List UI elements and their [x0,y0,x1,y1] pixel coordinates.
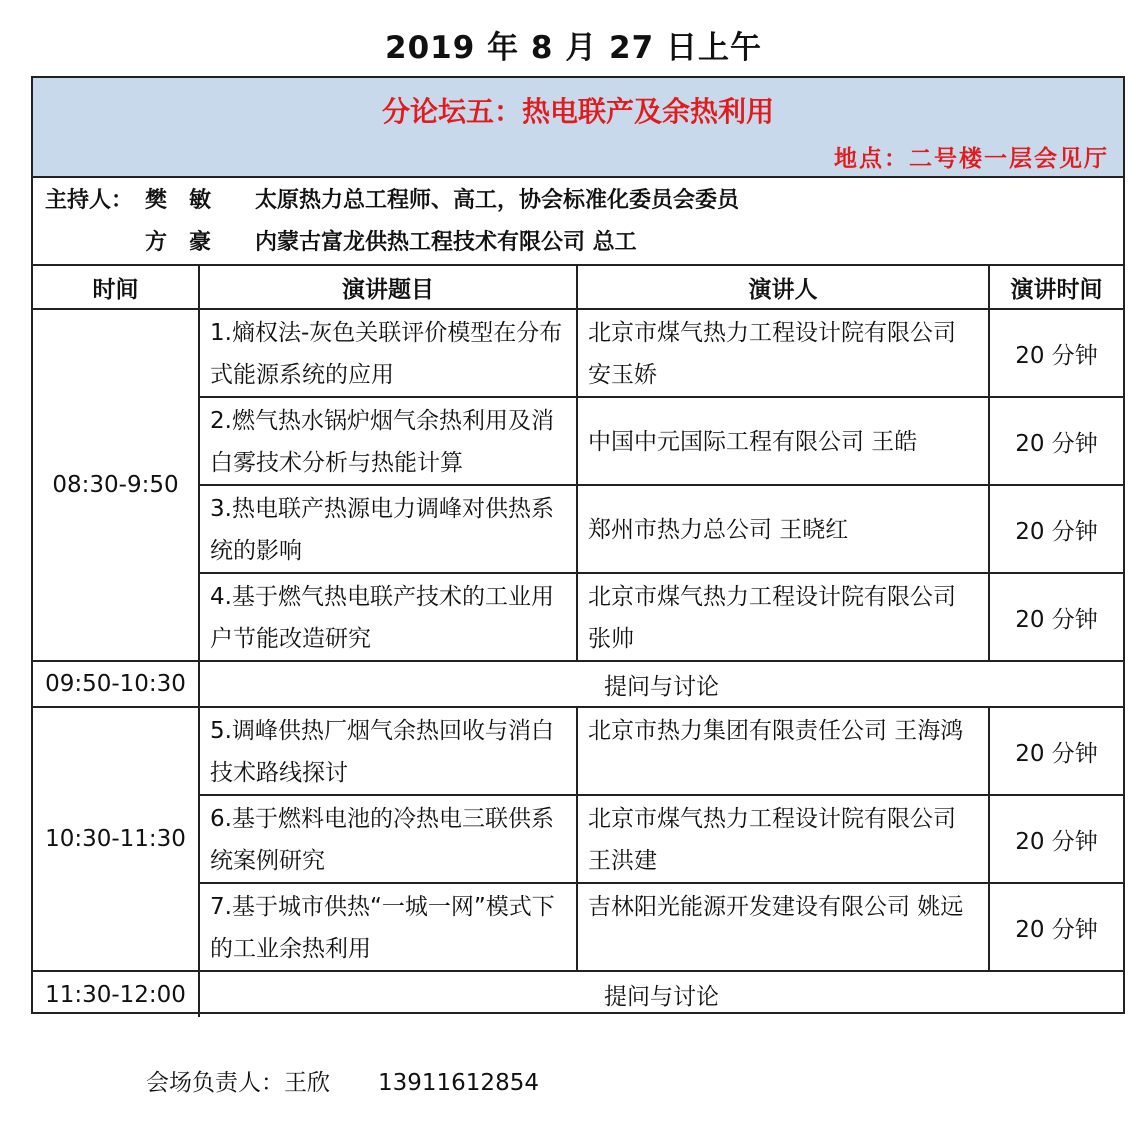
col-header-speaker: 演讲人 [577,266,989,309]
host-row [33,178,1123,266]
talk-title: 7.基于城市供热“一城一网”模式下的工业余热利用 [199,883,577,971]
col-header-duration: 演讲时间 [989,266,1123,309]
forum-header [33,78,1123,178]
discussion-row [33,661,1123,707]
talk-title: 2.燃气热水锅炉烟气余热利用及消白雾技术分析与热能计算 [199,397,577,485]
talk-duration: 20 分钟 [989,707,1123,795]
discussion-label: 提问与讨论 [199,661,1123,707]
forum-title: 分论坛五：热电联产及余热利用 [381,95,774,128]
discussion-label: 提问与讨论 [199,971,1123,1017]
talk-speaker: 北京市煤气热力工程设计院有限公司 王洪建 [577,795,989,883]
host-line-1 [45,186,739,216]
host-name: 樊敏 [145,188,234,213]
host-label: 主持人： [45,188,134,213]
agenda-grid [33,266,1123,1017]
time-slot: 10:30-11:30 [33,707,199,971]
time-slot: 09:50-10:30 [33,661,199,707]
talk-duration: 20 分钟 [989,573,1123,661]
talk-duration: 20 分钟 [989,485,1123,573]
talk-speaker: 北京市煤气热力工程设计院有限公司 张帅 [577,573,989,661]
talk-title: 4.基于燃气热电联产技术的工业用户节能改造研究 [199,573,577,661]
page-date-title: 2019 年 8 月 27 日上午 [385,30,762,66]
host-desc: 太原热力总工程师、高工，协会标准化委员会委员 [255,188,740,213]
table-row [33,309,1123,397]
talk-duration: 20 分钟 [989,795,1123,883]
talk-duration: 20 分钟 [989,309,1123,397]
host-line-2 [45,228,637,258]
schedule-table [31,76,1125,1014]
talk-title: 5.调峰供热厂烟气余热回收与消白技术路线探讨 [199,707,577,795]
talk-title: 1.熵权法-灰色关联评价模型在分布式能源系统的应用 [199,309,577,397]
talk-speaker: 吉林阳光能源开发建设有限公司 姚远 [577,883,989,971]
time-slot: 08:30-9:50 [33,309,199,661]
talk-title: 6.基于燃料电池的冷热电三联供系统案例研究 [199,795,577,883]
talk-duration: 20 分钟 [989,883,1123,971]
col-header-title: 演讲题目 [199,266,577,309]
contact-phone: 13911612854 [378,1070,539,1096]
talk-speaker: 郑州市热力总公司 王晓红 [577,485,989,573]
talk-speaker: 中国中元国际工程有限公司 王皓 [577,397,989,485]
host-name: 方豪 [145,230,234,255]
contact-label: 会场负责人：王欣 [146,1070,330,1096]
talk-speaker: 北京市热力集团有限责任公司 王海鸿 [577,707,989,795]
table-row [33,707,1123,795]
venue-label: 地点：二号楼一层会见厅 [834,146,1109,172]
host-desc: 内蒙古富龙供热工程技术有限公司 总工 [255,230,637,255]
venue-contact [146,1064,539,1097]
col-header-time: 时间 [33,266,199,309]
talk-duration: 20 分钟 [989,397,1123,485]
time-slot: 11:30-12:00 [33,971,199,1017]
talk-speaker: 北京市煤气热力工程设计院有限公司 安玉娇 [577,309,989,397]
talk-title: 3.热电联产热源电力调峰对供热系统的影响 [199,485,577,573]
discussion-row [33,971,1123,1017]
header-row [33,266,1123,309]
